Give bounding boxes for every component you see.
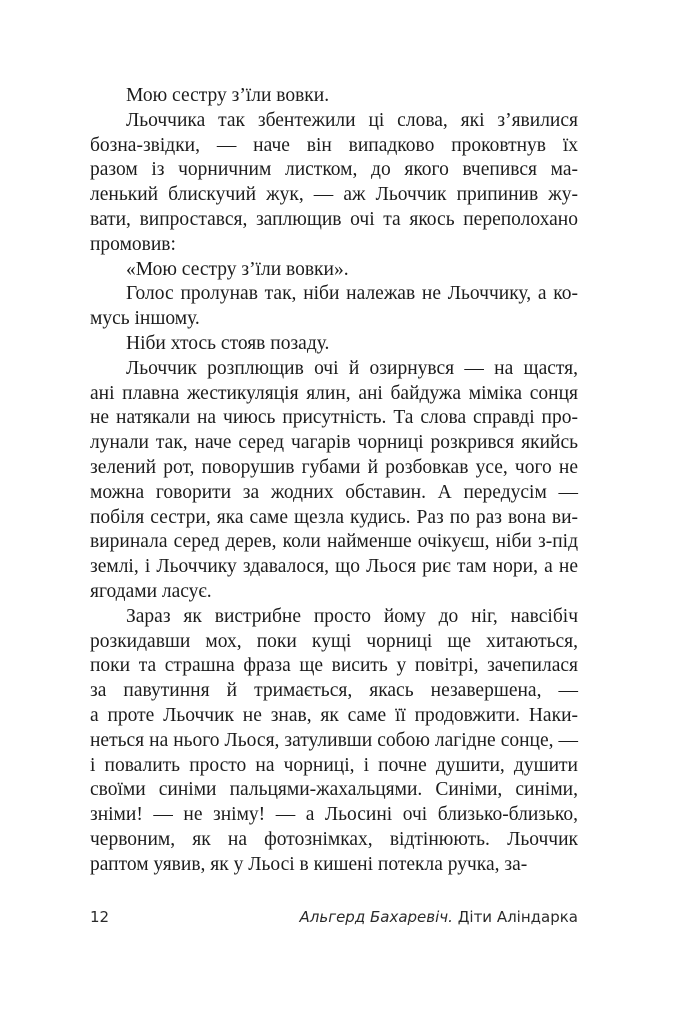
text-line: ягодами ласує. xyxy=(90,580,212,602)
body-text xyxy=(90,84,578,878)
text-line: Зараз як вистрибне просто йому до ніг, навсібіч xyxy=(126,605,578,627)
text-line: ленький блискучий жук, — аж Льоччик припинив жу- xyxy=(90,184,578,206)
text-line: поки та страшна фраза ще висить у повітрі, зачепилася xyxy=(90,655,578,677)
paragraph xyxy=(90,258,578,283)
text-line: розкидавши мох, поки кущі чорниці ще хитаються, xyxy=(90,630,578,652)
text-line: не натякали на чиюсь присутність. Та слова справді про- xyxy=(90,407,578,429)
text-line: раптом уявив, як у Льосі в кишені потекла ручка, за- xyxy=(90,853,528,875)
paragraph xyxy=(90,84,578,109)
text-line: і повалить просто на чорниці, і почне душити, душити xyxy=(90,754,578,776)
text-line: зніми! — не зніму! — а Льосині очі близько-близько, xyxy=(90,804,578,826)
text-line: червоним, як на фотознімках, відтінюють. Льоччик xyxy=(90,828,578,850)
text-line: «Мою сестру з’їли вовки». xyxy=(126,258,349,280)
running-title xyxy=(300,908,579,926)
text-line: землі, і Льоччику здавалося, що Льося риє там нори, а не xyxy=(90,556,578,578)
text-line: Мою сестру з’їли вовки. xyxy=(126,85,330,106)
text-line: а проте Льоччик не знав, як саме її продовжити. Наки- xyxy=(90,704,578,726)
text-line: Льоччика так збентежили ці слова, які з’явилися xyxy=(126,109,578,131)
text-line: ані плавна жестикуляція ялин, ані байдужа міміка сонця xyxy=(90,382,578,404)
paragraph xyxy=(90,282,578,332)
text-line: за павутиння й тримається, якась незавершена, — xyxy=(90,680,578,702)
running-book-title: Діти Аліндарка xyxy=(457,908,578,926)
paragraph xyxy=(90,357,578,605)
text-line: виринала серед дерев, коли найменше очікуєш, ніби з-під xyxy=(90,531,578,553)
paragraph xyxy=(90,109,578,258)
text-line: промовив: xyxy=(90,233,176,255)
text-line: неться на нього Льося, затуливши собою лагідне сонце, — xyxy=(90,729,578,751)
page-footer xyxy=(90,908,578,930)
text-line: лунали так, наче серед чагарів чорниці розкрився якийсь xyxy=(90,432,578,454)
running-author: Альгерд Бахаревіч. xyxy=(299,908,453,926)
text-line: Голос пролунав так, ніби належав не Льоччику, а ко- xyxy=(126,283,578,305)
text-line: Льоччик розплющив очі й озирнувся — на щастя, xyxy=(126,357,578,379)
text-line: вати, випростався, заплющив очі та якось переполохано xyxy=(90,208,578,230)
text-line: разом із чорничним листком, до якого вчепився ма- xyxy=(90,159,578,181)
text-line: можна говорити за жодних обставин. А передусім — xyxy=(90,481,578,503)
text-line: бозна-звідки, — наче він випадково проковтнув їх xyxy=(90,134,578,156)
paragraph xyxy=(90,605,578,878)
paragraph xyxy=(90,332,578,357)
text-line: зелений рот, поворушив губами й розбовкав усе, чого не xyxy=(90,456,578,478)
text-line: мусь іншому. xyxy=(90,308,200,330)
page-number: 12 xyxy=(90,908,110,926)
text-line: побіля сестри, яка саме щезла кудись. Раз по раз вона ви- xyxy=(90,506,578,528)
text-line: Ніби хтось стояв позаду. xyxy=(126,332,330,354)
text-line: своїми синіми пальцями-жахальцями. Синіми, синіми, xyxy=(90,779,578,801)
